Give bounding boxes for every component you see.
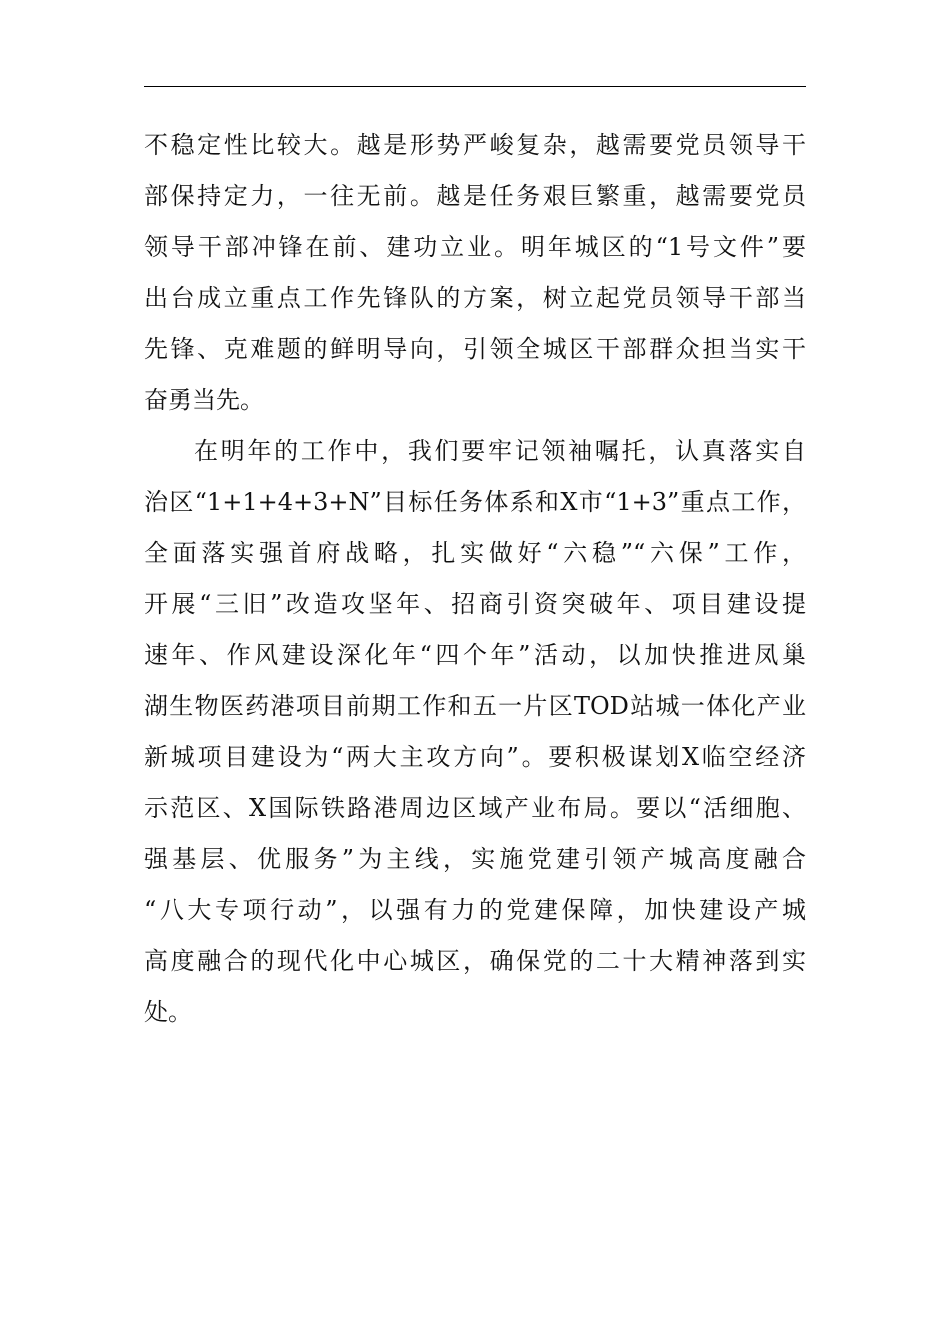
text-line: 新城项目建设为“两大主攻方向”。要积极谋划X临空经济 xyxy=(144,743,806,771)
text-line: 奋勇当先。 xyxy=(144,386,264,414)
body-text xyxy=(144,120,806,1038)
text-line: 全面落实强首府战略，扎实做好“六稳”“六保”工作， xyxy=(144,539,806,567)
text-line: 开展“三旧”改造攻坚年、招商引资突破年、项目建设提 xyxy=(144,590,806,618)
text-line: 强基层、优服务”为主线，实施党建引领产城高度融合 xyxy=(144,845,806,873)
header-rule xyxy=(144,86,806,87)
text-line: 示范区、X国际铁路港周边区域产业布局。要以“活细胞、 xyxy=(144,794,806,822)
text-line: 治区“1+1+4+3+N”目标任务体系和X市“1+3”重点工作， xyxy=(144,488,806,516)
text-line: 湖生物医药港项目前期工作和五一片区TOD站城一体化产业 xyxy=(144,692,806,720)
text-line: 在明年的工作中，我们要牢记领袖嘱托，认真落实自 xyxy=(194,437,806,465)
text-line: 处。 xyxy=(144,998,192,1026)
paragraph-1 xyxy=(144,120,806,426)
text-line: 不稳定性比较大。越是形势严峻复杂，越需要党员领导干 xyxy=(144,131,806,159)
text-line: 先锋、克难题的鲜明导向，引领全城区干部群众担当实干 xyxy=(144,335,806,363)
text-line: 领导干部冲锋在前、建功立业。明年城区的“1号文件”要 xyxy=(144,233,806,261)
text-line: 速年、作风建设深化年“四个年”活动，以加快推进凤巢 xyxy=(144,641,806,669)
text-line: 出台成立重点工作先锋队的方案，树立起党员领导干部当 xyxy=(144,284,806,312)
text-line: 部保持定力，一往无前。越是任务艰巨繁重，越需要党员 xyxy=(144,182,806,210)
text-line: 高度融合的现代化中心城区，确保党的二十大精神落到实 xyxy=(144,947,806,975)
text-line: “八大专项行动”，以强有力的党建保障，加快建设产城 xyxy=(144,896,806,924)
paragraph-2 xyxy=(144,426,806,1038)
